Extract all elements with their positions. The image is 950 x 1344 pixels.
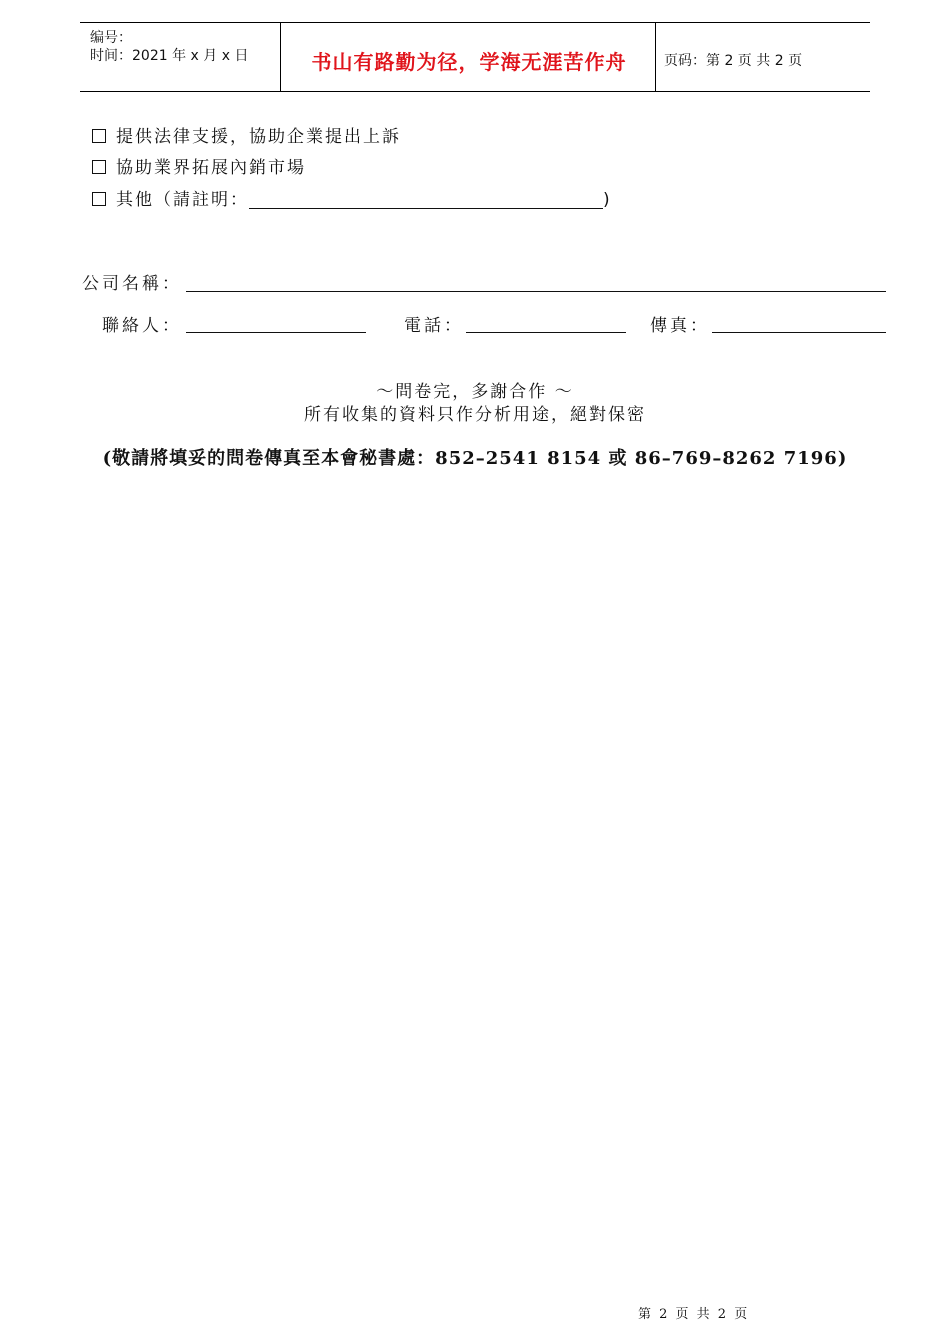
option-label: 提供法律支援，協助企業提出上訴 <box>116 127 401 147</box>
option-close-paren: ) <box>603 190 612 210</box>
option-legal-support[interactable] <box>92 122 401 147</box>
header-meta <box>90 29 248 65</box>
time-label: 时间：2021 年 x 月 x 日 <box>90 48 249 64</box>
closing-privacy: 所有收集的資料只作分析用途，絕對保密 <box>304 405 646 425</box>
company-name-label: 公司名稱： <box>82 274 182 294</box>
number-label: 编号： <box>90 30 132 46</box>
header-divider <box>655 23 656 91</box>
option-other[interactable] <box>92 185 612 210</box>
other-specify-field[interactable] <box>249 191 603 209</box>
document-header <box>80 22 870 92</box>
option-label: 其他（請註明： <box>116 190 249 210</box>
option-label: 協助業界拓展內銷市場 <box>116 158 306 178</box>
fax-label: 傳真： <box>650 316 710 336</box>
page-footer: 第 2 页 共 2 页 <box>638 1307 750 1322</box>
fax-field[interactable] <box>712 332 886 333</box>
checkbox-icon[interactable] <box>92 129 106 143</box>
header-page-info: 页码：第 2 页 共 2 页 <box>664 53 803 69</box>
phone-label: 電話： <box>404 316 464 336</box>
option-domestic-market[interactable] <box>92 153 306 178</box>
fax-request: (敬請將填妥的問卷傳真至本會秘書處：852–2541 8154 或 86–769–8262 7196) <box>102 448 848 469</box>
company-name-field[interactable] <box>186 291 886 292</box>
phone-field[interactable] <box>466 332 626 333</box>
closing-thanks: ～問卷完，多謝合作 ～ <box>376 382 574 402</box>
checkbox-icon[interactable] <box>92 192 106 206</box>
contact-person-label: 聯絡人： <box>102 316 182 336</box>
header-divider <box>280 23 281 91</box>
header-motto: 书山有路勤为径，学海无涯苦作舟 <box>311 50 627 74</box>
contact-person-field[interactable] <box>186 332 366 333</box>
checkbox-icon[interactable] <box>92 160 106 174</box>
